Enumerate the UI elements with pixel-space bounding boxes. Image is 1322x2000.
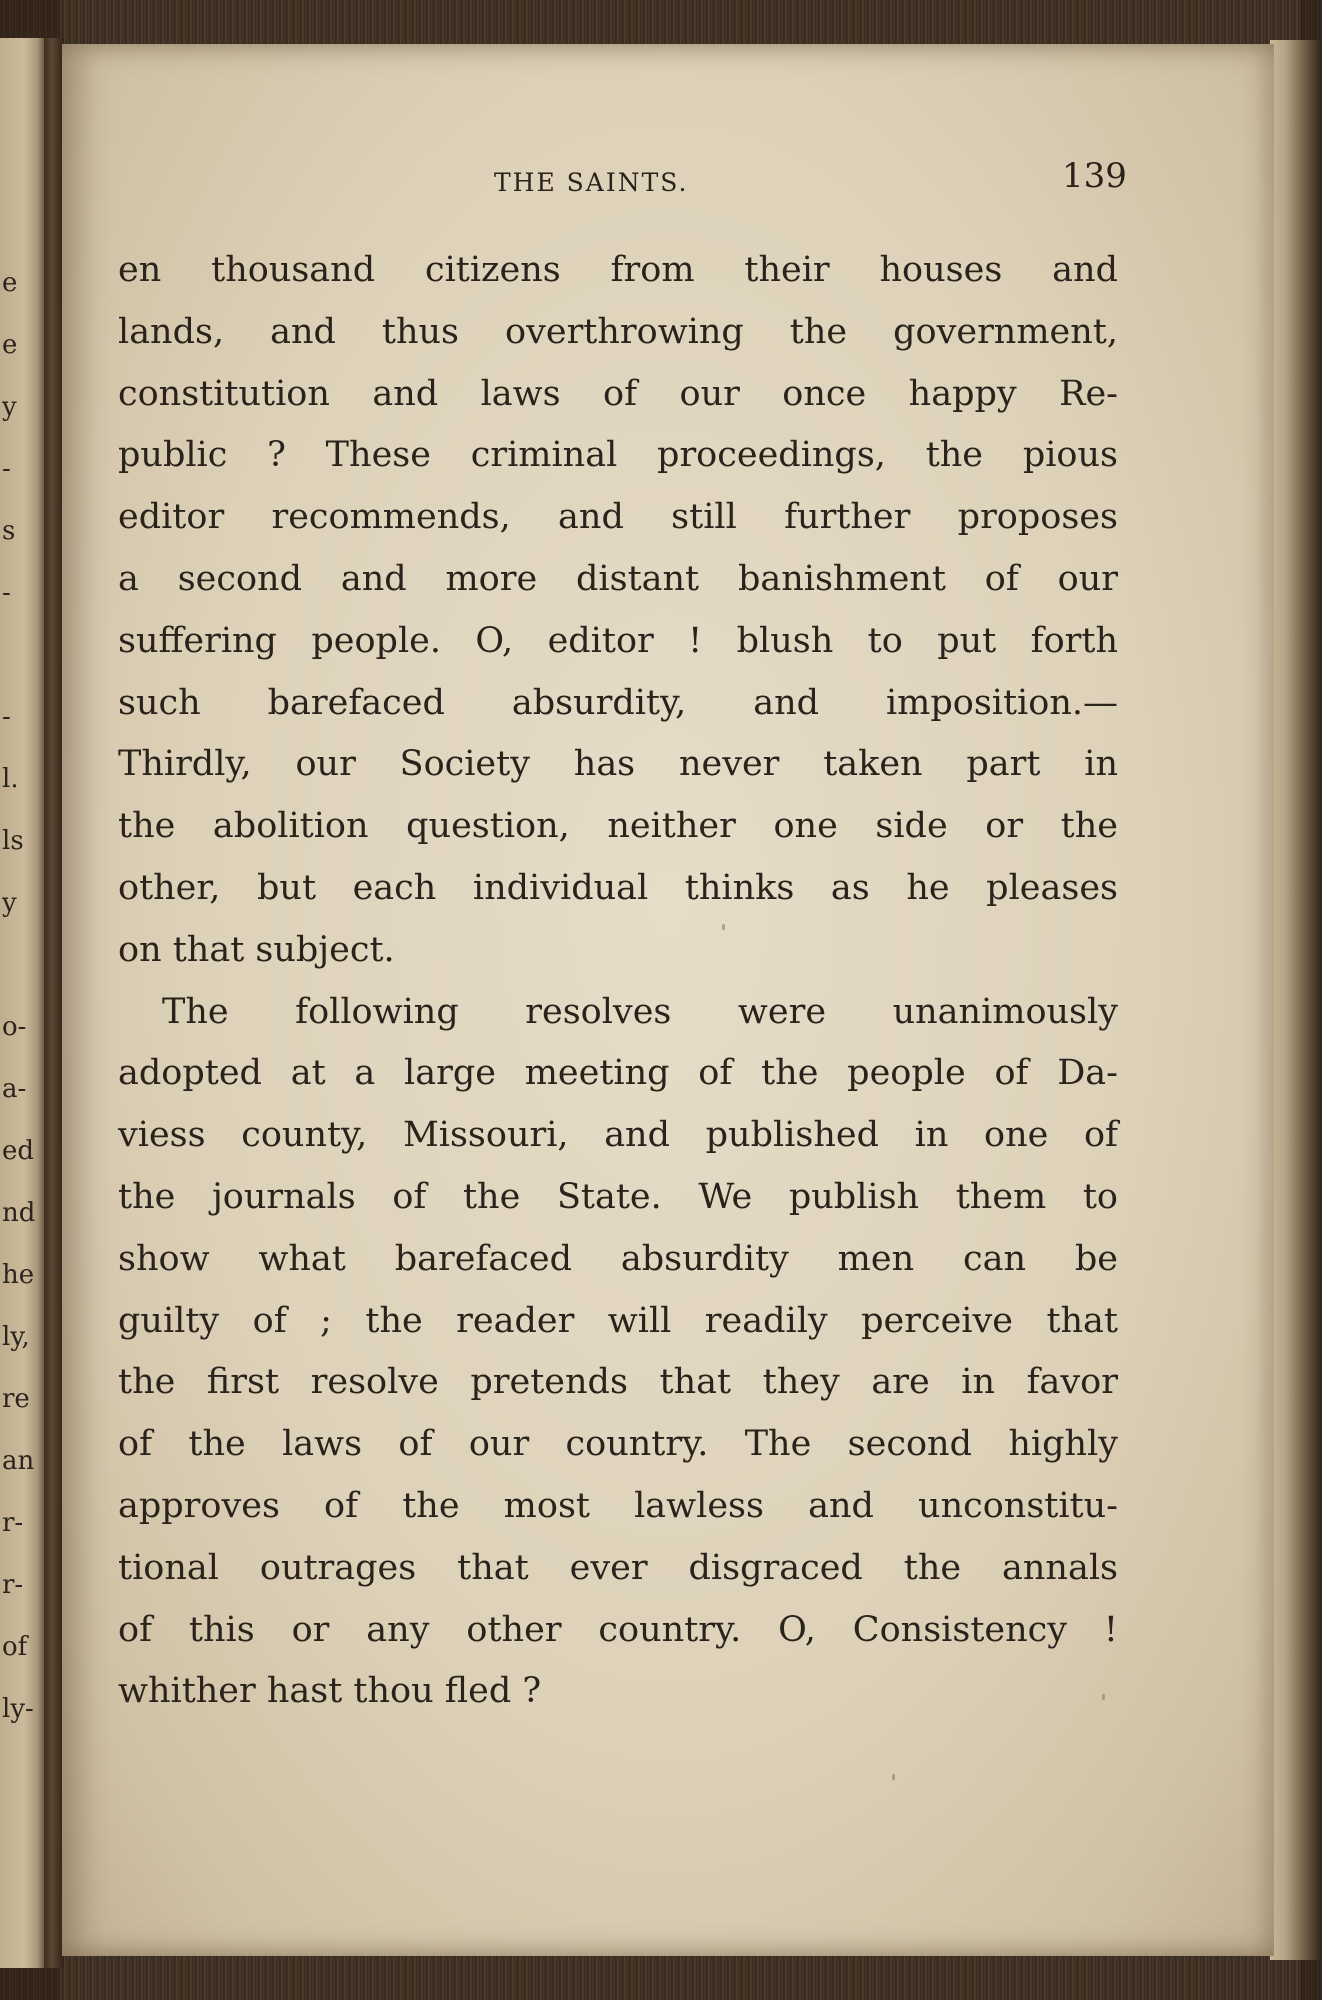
text-line: show what barefaced absurdity men can be [118,1238,1118,1279]
facing-fragment: he [2,1260,35,1290]
facing-fragment: s [2,516,16,546]
running-head: THE SAINTS. [494,168,689,197]
paper-speck [892,1774,895,1780]
text-line: a second and more distant banishment of our [118,558,1118,599]
text-line: other, but each individual thinks as he pleases [118,867,1118,908]
facing-page-edge [0,38,44,1968]
facing-fragment: ed [2,1136,35,1166]
page-block-edge [1270,40,1322,1960]
text-line: of this or any other country. O, Consistency ! [118,1609,1118,1650]
facing-fragment: r- [2,1570,24,1600]
text-line: guilty of ; the reader will readily perceive that [118,1300,1118,1341]
facing-fragment: an [2,1446,35,1476]
book-gutter [44,38,64,1968]
paragraph [118,982,1118,1724]
text-line: the abolition question, neither one side or the [118,806,1118,847]
text-line: public ? These criminal proceedings, the pious [118,435,1118,476]
body-text [118,240,1118,1723]
paper-speck [722,924,725,930]
facing-fragment: - [2,578,11,608]
text-line: en thousand citizens from their houses and [118,250,1118,290]
facing-fragment: y [2,888,17,918]
text-line: suffering people. O, editor ! blush to put forth [118,620,1118,661]
facing-fragment: e [2,268,18,298]
facing-fragment: of [2,1632,28,1662]
page-number: 139 [1062,156,1127,196]
text-line: of the laws of our country. The second highly [118,1424,1118,1465]
facing-fragment: ly- [2,1694,34,1724]
facing-fragment: ly, [2,1322,30,1352]
text-line: tional outrages that ever disgraced the annals [118,1547,1118,1588]
facing-fragment: o- [2,1012,27,1042]
text-line: adopted at a large meeting of the people of Da- [118,1053,1118,1094]
bottom-binding-edge [60,1950,1300,2000]
facing-fragment: - [2,454,11,484]
text-line: lands, and thus overthrowing the government, [118,311,1118,352]
facing-fragment: e [2,330,18,360]
text-line: whither hast thou fled ? [118,1671,542,1712]
facing-fragment: re [2,1384,30,1414]
text-line: such barefaced absurdity, and imposition.— [118,682,1118,723]
facing-fragment: l. [2,764,19,794]
facing-fragment: - [2,702,11,732]
text-line: viess county, Missouri, and published in one of [118,1115,1118,1156]
text-line: editor recommends, and still further proposes [118,497,1118,538]
facing-fragment: ls [2,826,24,856]
facing-fragment: r- [2,1508,24,1538]
text-line: the journals of the State. We publish them to [118,1176,1118,1217]
text-line: The following resolves were unanimously [162,991,1118,1032]
paper-speck [1102,1694,1105,1700]
text-line: Thirdly, our Society has never taken part in [118,744,1118,785]
facing-fragment: nd [2,1198,36,1228]
facing-fragment: a- [2,1074,27,1104]
facing-fragment: y [2,392,17,422]
paragraph [118,240,1118,982]
top-binding-edge [60,0,1300,46]
text-line: approves of the most lawless and unconstitu- [118,1485,1118,1526]
text-line: on that subject. [118,929,395,970]
text-line: the first resolve pretends that they are in favor [118,1362,1118,1403]
book-page [62,44,1274,1956]
text-line: constitution and laws of our once happy Re- [118,373,1118,414]
